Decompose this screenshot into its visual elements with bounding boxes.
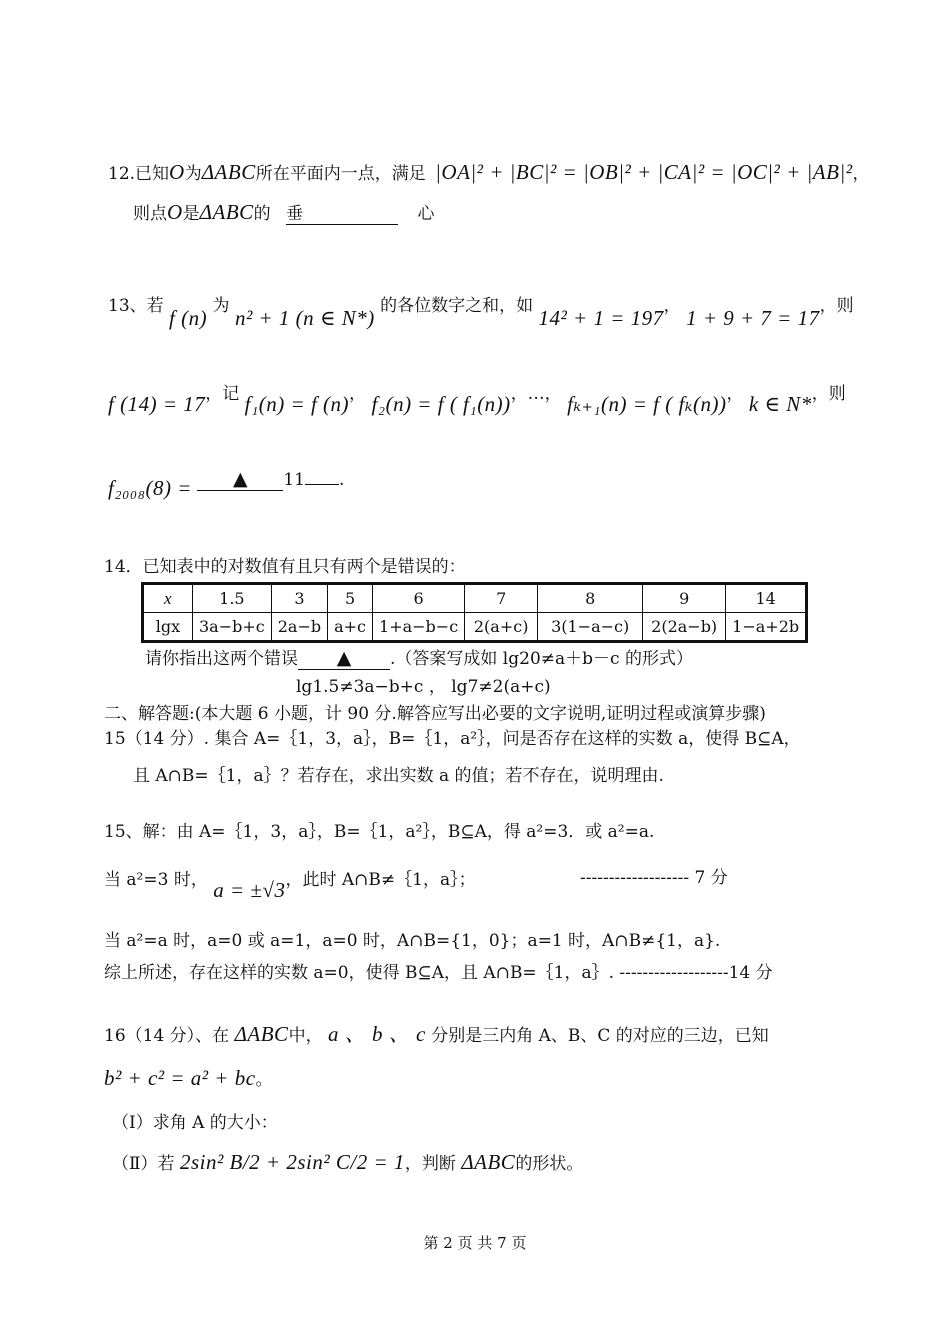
- q13-f-n: f (n): [169, 306, 208, 330]
- q15-solution-4: 综上所述，存在这样的实数 a=0，使得 B⊆A，且 A∩B=｛1，a｝. -------------------14 分: [104, 963, 773, 983]
- q13-f2008: f₂₀₀₈(8) =: [108, 476, 192, 500]
- q13-example-2: 1 + 9 + 7 = 17: [686, 306, 820, 330]
- q13-line2: f (14) = 17，记 f₁(n) = f (n)， f₂(n) = f ( f₁(n))，…， fₖ₊₁(n) = f ( fₖ(n))， k ∈ N*，则: [108, 384, 846, 416]
- q13-fk-def: fₖ₊₁(n) = f ( fₖ(n)): [567, 392, 727, 416]
- q12-wei: 为: [184, 164, 202, 184]
- q16-zhong: 中，: [288, 1026, 323, 1046]
- q14-log-table: [141, 582, 808, 643]
- q13-line1: 13、若 f (n) 为 n² + 1 (n ∈ N*) 的各位数字之和，如 14² + 1 = 197， 1 + 9 + 7 = 17，则: [108, 296, 854, 330]
- q12-vector-equation: |OA|² + |BC|² = |OB|² + |CA|² = |OC|² + |AB|²: [435, 160, 853, 184]
- q16-condition: b² + c² = a² + bc: [104, 1066, 256, 1090]
- triangle-marker-icon: ▲: [233, 468, 248, 490]
- q12-point-o-2: O: [167, 200, 183, 224]
- q14-ask: [145, 647, 693, 671]
- q13-example-1: 14² + 1 = 197: [538, 306, 664, 330]
- q13-answer-tail-blank: [305, 484, 339, 485]
- q16-text: 分别是三内角 A、B、C 的对应的三边，已知: [431, 1026, 769, 1046]
- q16-judge: ，判断: [404, 1154, 456, 1174]
- table-cell: 7: [465, 584, 538, 613]
- table-row: [143, 584, 807, 613]
- q13-answer: 11: [283, 470, 305, 490]
- q15-solution-2: [104, 866, 476, 902]
- table-cell: 6: [373, 584, 465, 613]
- table-cell: 8: [538, 584, 643, 613]
- table-cell: 9: [643, 584, 726, 613]
- q16-part2-prefix: （Ⅱ）若: [112, 1154, 175, 1174]
- table-cell: 2a−b: [271, 613, 327, 642]
- q16-line2: [104, 1066, 273, 1092]
- q16-triangle-2: ΔABC: [461, 1150, 516, 1174]
- q16-shape: 的形状。: [515, 1154, 584, 1174]
- q12-shi: 是: [182, 204, 200, 224]
- q13-n-squared-expr: n² + 1 (n ∈ N*): [234, 306, 375, 330]
- q13-then: ，则: [819, 296, 854, 316]
- q13-wei: 为: [212, 296, 230, 316]
- q14-ask-text: 请你指出这两个错误: [145, 649, 298, 669]
- q13-dots: ，…，: [510, 384, 562, 404]
- q14-answer: lg1.5≠3a−b+c ， lg7≠2(a+c): [296, 677, 551, 697]
- page-footer: 第 2 页 共 7 页: [423, 1234, 527, 1252]
- table-cell: 1+a−b−c: [373, 613, 465, 642]
- q16-sides: a 、 b 、 c: [327, 1022, 426, 1046]
- table-cell: 1.5: [193, 584, 272, 613]
- q12-text: 所在平面内一点，满足: [255, 164, 426, 184]
- q13-k-in-n: k ∈ N*: [748, 392, 812, 416]
- table-cell: 5: [328, 584, 373, 613]
- q12-answer: 垂: [286, 204, 304, 224]
- q12-point-o: O: [169, 160, 185, 184]
- q13-then-2: ，则: [811, 384, 846, 404]
- q12-then: 则点: [133, 204, 167, 224]
- q14-format-hint: .（答案写成如 lg20≠a＋b－c 的形式）: [390, 649, 693, 669]
- q15-case-result: ，此时 A∩B≠｛1，a｝；: [285, 870, 476, 890]
- q13-f14: f (14) = 17: [108, 392, 206, 416]
- q13-period: .: [339, 470, 345, 490]
- q14-intro: 14．已知表中的对数值有且只有两个是错误的：: [104, 557, 466, 577]
- q13-answer-blank: [197, 469, 283, 491]
- table-cell: a+c: [328, 613, 373, 642]
- q13-f1-def: f₁(n) = f (n): [244, 392, 350, 416]
- table-cell: 3a−b+c: [193, 613, 272, 642]
- table-cell: 2(a+c): [465, 613, 538, 642]
- table-cell: 3(1−a−c): [538, 613, 643, 642]
- q13-line3: [108, 466, 345, 500]
- q12-prefix: 12.已知: [108, 164, 170, 184]
- q13-text: 的各位数字之和，如: [380, 296, 534, 316]
- q16-part2: [112, 1150, 583, 1176]
- table-cell: 2(2a−b): [643, 613, 726, 642]
- q15-case-a2-3: 当 a²=3 时，: [104, 870, 208, 890]
- q16-part1: （Ⅰ）求角 A 的大小：: [112, 1113, 278, 1133]
- q12-answer-blank: [286, 204, 398, 225]
- q13-f2-def: f₂(n) = f ( f₁(n)): [371, 392, 511, 416]
- q16-period: 。: [255, 1070, 273, 1090]
- table-cell: 1−a+2b: [726, 613, 807, 642]
- q16-sin-equation: 2sin² B/2 + 2sin² C/2 = 1: [179, 1150, 405, 1174]
- q14-answer-blank: [298, 648, 390, 670]
- q13-ji: ，记: [205, 384, 240, 404]
- q16-line1: [104, 1022, 769, 1048]
- q15-solution-1: 15、解：由 A=｛1，3，a｝，B=｛1，a²｝，B⊆A，得 a²=3．或 a²=a.: [104, 822, 655, 842]
- q16-triangle: ΔABC: [234, 1022, 289, 1046]
- table-cell: 3: [271, 584, 327, 613]
- table-cell: 14: [726, 584, 807, 613]
- table-row: [143, 613, 807, 642]
- q13-prefix: 13、若: [108, 296, 164, 316]
- table-cell: lgx: [143, 613, 193, 642]
- q15-solution-3: 当 a²=a 时，a=0 或 a=1，a=0 时，A∩B={1，0}；a=1 时，A∩B≠{1，a}.: [104, 931, 721, 951]
- q12-de: 的: [253, 204, 271, 224]
- triangle-marker-icon: ▲: [336, 647, 352, 669]
- q12-line2: [133, 200, 434, 226]
- q15-a-value: a = ±√3: [213, 878, 286, 902]
- q12-comma: ，: [852, 164, 870, 184]
- q12-xin: 心: [417, 204, 435, 224]
- q15-line2: 且 A∩B=｛1，a｝？若存在，求出实数 a 的值；若不存在，说明理由.: [133, 766, 664, 786]
- table-cell: x: [143, 584, 193, 613]
- section2-heading: 二、解答题:(本大题 6 小题，计 90 分.解答应写出必要的文字说明,证明过程或演算步骤): [104, 704, 766, 724]
- q12-triangle-2: ΔABC: [199, 200, 254, 224]
- q15-line1: 15（14 分）. 集合 A=｛1，3，a｝，B=｛1，a²｝，问是否存在这样的实数 a，使得 B⊆A，: [104, 729, 801, 749]
- q12-triangle: ΔABC: [201, 160, 256, 184]
- q15-score-7: ------------------- 7 分: [580, 868, 728, 888]
- q12-line1: [108, 160, 870, 186]
- q16-prefix: 16（14 分）、在: [104, 1026, 230, 1046]
